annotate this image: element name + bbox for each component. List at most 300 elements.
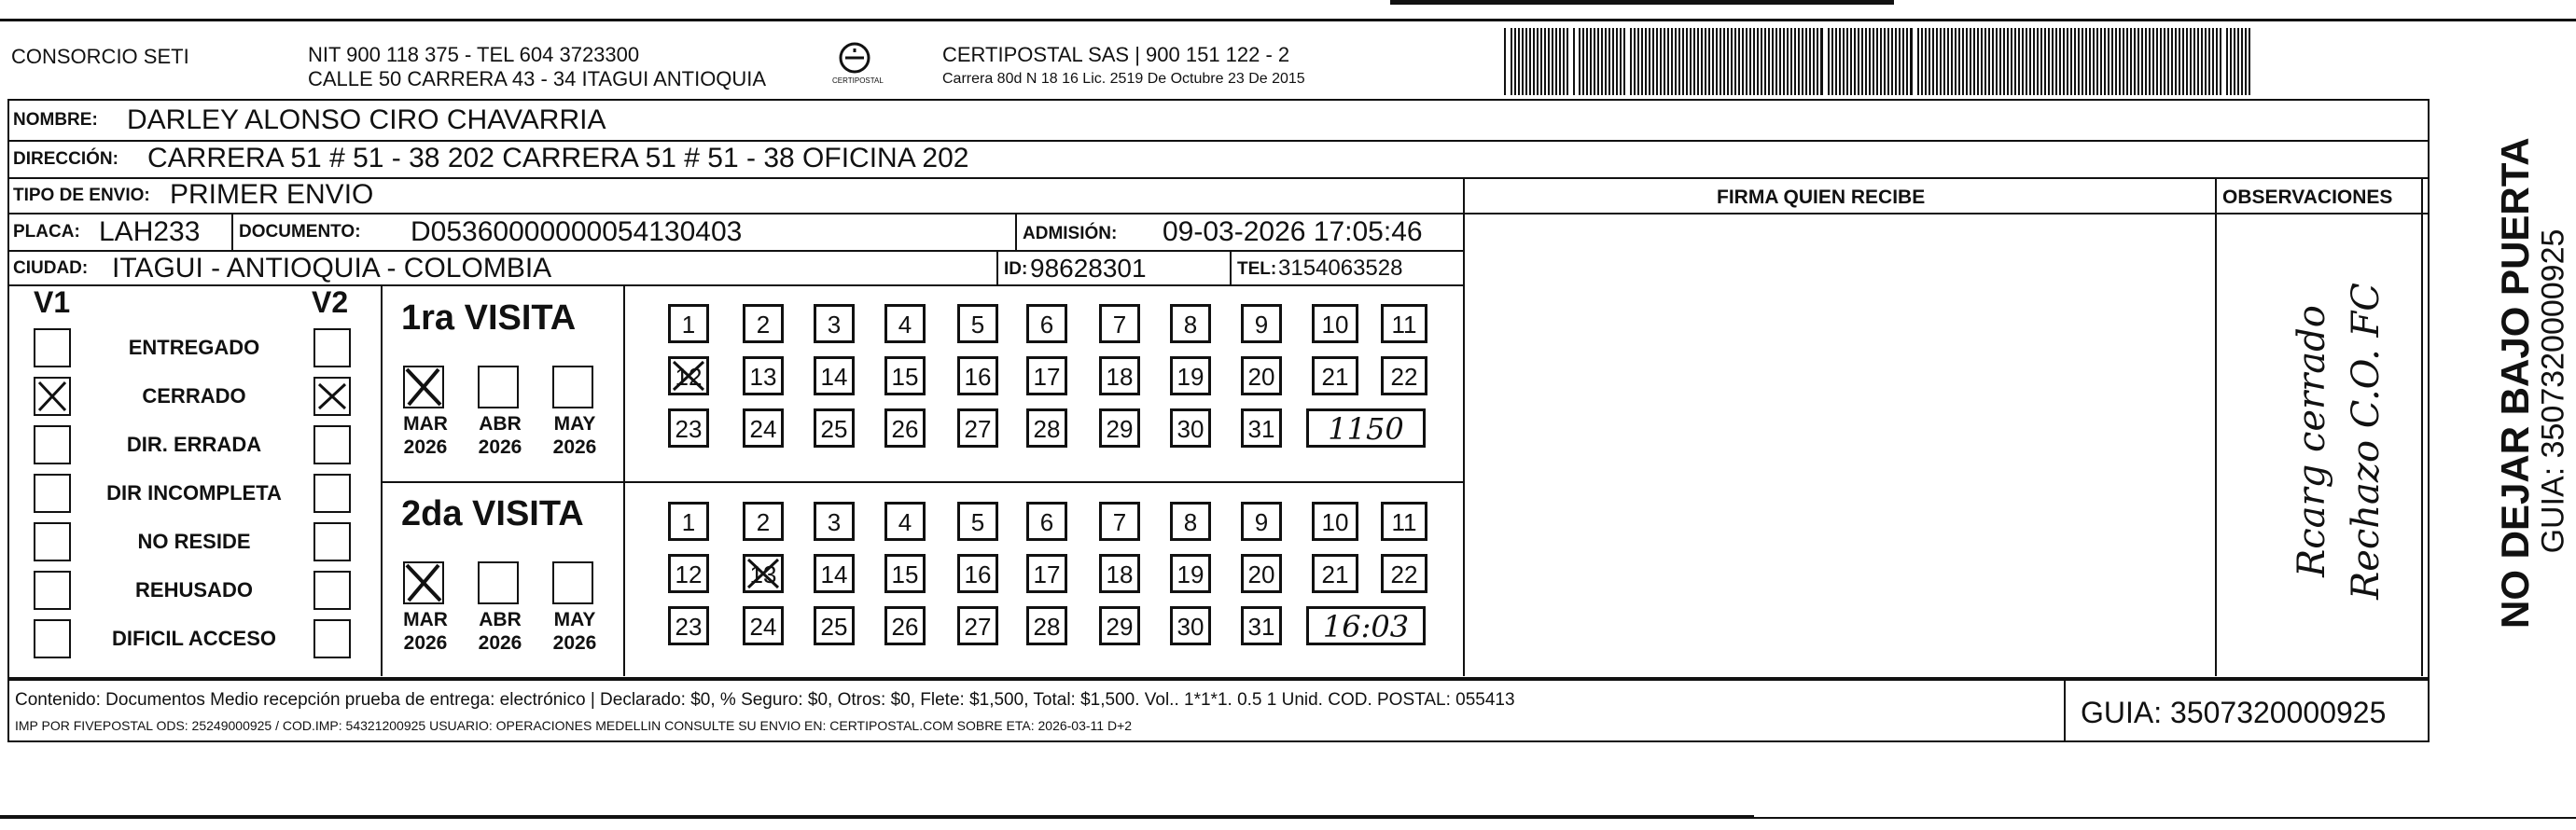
second-visit-day-box[interactable]: 8 (1170, 502, 1211, 541)
barcode-bar (2167, 28, 2169, 95)
barcode-bar (1966, 28, 1968, 95)
barcode-bar (1690, 28, 1692, 95)
barcode-bar (2059, 28, 2061, 95)
month-year: 2026 (552, 632, 597, 654)
barcode-bar (1742, 28, 1744, 95)
barcode-bar (1511, 28, 1512, 95)
barcode-bar (1902, 28, 1904, 95)
second-visit-day-box[interactable]: 21 (1312, 554, 1358, 593)
v2-checkbox[interactable] (313, 377, 351, 416)
barcode-bar (2197, 28, 2199, 95)
ciudad-label: CIUDAD: (13, 258, 89, 278)
barcode-bar (1652, 28, 1654, 95)
status-label: DIR INCOMPLETA (106, 481, 282, 505)
first-visit-day-box[interactable]: 20 (1241, 356, 1282, 395)
bottom-rule (0, 815, 1754, 819)
barcode-bar (2055, 28, 2057, 95)
visit-row-divider (381, 481, 1463, 483)
first-visit-day-box[interactable]: 5 (957, 304, 998, 343)
second-visit-day-box[interactable]: 2 (743, 502, 784, 541)
first-visit-title: 1ra VISITA (401, 298, 577, 338)
visit-divider (381, 284, 383, 676)
row-rule (7, 250, 1463, 252)
v2-checkbox[interactable] (313, 571, 351, 610)
barcode-bar (1787, 28, 1789, 95)
second-month-label (545, 608, 605, 655)
barcode-bar (2007, 28, 2009, 95)
barcode-bar (1943, 28, 1945, 95)
barcode-bar (1597, 28, 1599, 95)
second-visit-day-box[interactable]: 4 (884, 502, 926, 541)
barcode-bar (1794, 28, 1796, 95)
barcode-bar (2052, 28, 2054, 95)
first-visit-day-box[interactable]: 4 (884, 304, 926, 343)
barcode-bar (1981, 28, 1983, 95)
barcode-bar (2108, 28, 2110, 95)
barcode-bar (2141, 28, 2143, 95)
barcode-bar (1701, 28, 1703, 95)
placa-value: LAH233 (99, 216, 201, 247)
barcode-bar (1586, 28, 1588, 95)
tipo-value: PRIMER ENVIO (170, 179, 374, 210)
nit-line: NIT 900 118 375 - TEL 604 3723300 (308, 43, 640, 66)
license-line: Carrera 80d N 18 16 Lic. 2519 De Octubre 23 De 2015 (942, 71, 1305, 87)
barcode-bar (2149, 28, 2151, 95)
barcode-bar (1634, 28, 1636, 95)
barcode-bar (2100, 28, 2102, 95)
month-year: 2026 (403, 632, 448, 654)
status-label: CERRADO (142, 384, 246, 408)
barcode-bar (1955, 28, 1956, 95)
row-rule (7, 284, 1463, 286)
barcode-bar (1753, 28, 1755, 95)
second-month-checkbox[interactable] (478, 561, 519, 604)
day-cross-mark (668, 356, 709, 400)
barcode-bar (1910, 28, 1913, 95)
first-visit-day-box[interactable]: 9 (1241, 304, 1282, 343)
second-visit-day-box[interactable]: 14 (814, 554, 855, 593)
row-rule (7, 140, 2430, 142)
v1-checkbox[interactable] (34, 425, 71, 464)
second-visit-title: 2da VISITA (401, 494, 584, 533)
barcode-bar (2037, 28, 2039, 95)
second-visit-day-box[interactable]: 28 (1026, 606, 1067, 645)
barcode-bar (2048, 28, 2050, 95)
second-visit-day-box[interactable]: 29 (1099, 606, 1140, 645)
second-visit-day-box[interactable]: 13 (743, 554, 784, 593)
v2-checkbox[interactable] (313, 474, 351, 513)
barcode-bar (1854, 28, 1856, 95)
barcode-bar (1843, 28, 1845, 95)
documento-label: DOCUMENTO: (239, 222, 361, 242)
status-label: NO RESIDE (137, 530, 251, 553)
second-visit-day-box[interactable]: 11 (1381, 502, 1427, 541)
barcode-bar (2216, 28, 2218, 95)
v2-checkbox[interactable] (313, 619, 351, 658)
footer-divider (2064, 679, 2066, 742)
second-visit-day-box[interactable]: 27 (957, 606, 998, 645)
barcode-bar (1831, 28, 1833, 95)
side-warning: NO DEJAR BAJO PUERTA (2493, 137, 2537, 629)
barcode-bar (1641, 28, 1643, 95)
second-visit-day-box[interactable]: 25 (814, 606, 855, 645)
v2-checkbox[interactable] (313, 328, 351, 367)
month-year: 2026 (403, 436, 448, 458)
id-label: ID: (1004, 259, 1028, 279)
status-label: REHUSADO (135, 578, 253, 602)
second-visit-day-box[interactable]: 5 (957, 502, 998, 541)
v1-checkbox[interactable] (34, 571, 71, 610)
barcode-bar (2018, 28, 2020, 95)
barcode-bar (1899, 28, 1901, 95)
logo-text: CERTIPOSTAL (832, 76, 884, 85)
barcode-bar (1828, 28, 1830, 95)
month-year: 2026 (478, 632, 522, 654)
barcode-bar (1869, 28, 1871, 95)
second-visit-day-box[interactable]: 22 (1381, 554, 1427, 593)
v1-checkbox[interactable] (34, 328, 71, 367)
first-visit-day-box[interactable]: 26 (884, 408, 926, 448)
ciudad-value: ITAGUI - ANTIOQUIA - COLOMBIA (112, 253, 552, 284)
side-guia: GUIA: 3507320000925 (2535, 228, 2571, 554)
certipostal-line: CERTIPOSTAL SAS | 900 151 122 - 2 (942, 43, 1290, 66)
second-visit-day-box[interactable]: 15 (884, 554, 926, 593)
first-visit-day-box[interactable]: 6 (1026, 304, 1067, 343)
barcode-bar (1734, 28, 1736, 95)
month-name: ABR (479, 609, 522, 630)
month-name: MAR (403, 609, 448, 630)
visit-divider (623, 284, 625, 676)
first-visit-day-box[interactable]: 2 (743, 304, 784, 343)
barcode-bar (1664, 28, 1665, 95)
second-visit-day-box[interactable]: 19 (1170, 554, 1211, 593)
v1-checkbox[interactable] (34, 474, 71, 513)
barcode-bar (2022, 28, 2024, 95)
barcode-bar (1723, 28, 1725, 95)
barcode-bar (1563, 28, 1565, 95)
footer-contenido: Contenido: Documentos Medio recepción prueba de entrega: electrónico | Declarado: $0, % Seguro: $0, Otros: $0, Flete: $1,500, Total: $1,500. Vol.. 1*1*1. 0.5 1 Unid. COD. POSTAL: 055413 (15, 690, 1515, 710)
first-visit-day-box[interactable]: 24 (743, 408, 784, 448)
barcode-bar (1764, 28, 1766, 95)
company-name: CONSORCIO SETI (11, 45, 189, 68)
barcode-bar (1746, 28, 1748, 95)
second-visit-day-box[interactable]: 6 (1026, 502, 1067, 541)
v2-label: V2 (312, 285, 349, 319)
first-visit-time-box[interactable]: 1150 (1306, 408, 1426, 448)
tipo-label: TIPO DE ENVIO: (13, 186, 150, 205)
barcode-bar (2040, 28, 2042, 95)
footer-guia: GUIA: 3507320000925 (2081, 696, 2387, 729)
barcode-bar (2152, 28, 2154, 95)
v1-checkbox[interactable] (34, 619, 71, 658)
month-name: MAR (403, 413, 448, 435)
barcode-bar (2082, 28, 2083, 95)
first-visit-day-box[interactable]: 12 (668, 356, 709, 395)
status-label: DIR. ERRADA (126, 433, 262, 456)
first-month-checkbox[interactable] (403, 366, 444, 408)
obs-right-divider (2421, 177, 2423, 676)
nombre-value: DARLEY ALONSO CIRO CHAVARRIA (127, 104, 606, 135)
barcode-bar (1775, 28, 1777, 95)
barcode-bar (1783, 28, 1785, 95)
v2-checkbox[interactable] (313, 425, 351, 464)
barcode-bar (1895, 28, 1897, 95)
barcode-bar (2179, 28, 2180, 95)
barcode-bar (1686, 28, 1688, 95)
month-name: MAY (553, 609, 596, 630)
barcode-bar (1514, 28, 1516, 95)
first-visit-day-box[interactable]: 13 (743, 356, 784, 395)
first-visit-day-box[interactable]: 1 (668, 304, 709, 343)
first-visit-day-box[interactable]: 31 (1241, 408, 1282, 448)
first-visit-day-box[interactable]: 29 (1099, 408, 1140, 448)
barcode-bar (2070, 28, 2072, 95)
barcode-bar (1608, 28, 1610, 95)
first-visit-day-box[interactable]: 25 (814, 408, 855, 448)
first-month-checkbox[interactable] (552, 366, 593, 408)
first-visit-day-box[interactable]: 23 (668, 408, 709, 448)
first-visit-day-box[interactable]: 16 (957, 356, 998, 395)
second-visit-day-box[interactable]: 23 (668, 606, 709, 645)
day-cross-mark (743, 554, 784, 598)
v2-checkbox[interactable] (313, 522, 351, 561)
barcode-bar (2193, 28, 2195, 95)
barcode-bar (1623, 28, 1625, 95)
second-month-checkbox[interactable] (403, 561, 444, 604)
placa-label: PLACA: (13, 222, 80, 242)
first-visit-day-box[interactable]: 27 (957, 408, 998, 448)
barcode-bar (1616, 28, 1618, 95)
first-visit-day-box[interactable]: 3 (814, 304, 855, 343)
barcode-bar (1540, 28, 1542, 95)
barcode-bar (1790, 28, 1792, 95)
barcode-bar (1525, 28, 1527, 95)
first-visit-day-box[interactable]: 10 (1312, 304, 1358, 343)
barcode-bar (1555, 28, 1557, 95)
first-visit-day-box[interactable]: 18 (1099, 356, 1140, 395)
barcode-bar (2044, 28, 2046, 95)
barcode-bar (1579, 28, 1580, 95)
first-visit-day-box[interactable]: 14 (814, 356, 855, 395)
barcode-bar (1932, 28, 1934, 95)
barcode-bar (1802, 28, 1803, 95)
firma-label: FIRMA QUIEN RECIBE (1717, 187, 1926, 208)
second-visit-day-box[interactable]: 12 (668, 554, 709, 593)
barcode-bar (1884, 28, 1886, 95)
barcode-bar (1798, 28, 1800, 95)
barcode-bar (1865, 28, 1867, 95)
month-year: 2026 (552, 436, 597, 458)
first-visit-day-box[interactable]: 15 (884, 356, 926, 395)
barcode-bar (1805, 28, 1807, 95)
barcode-bar (1970, 28, 1971, 95)
second-visit-day-box[interactable]: 16 (957, 554, 998, 593)
barcode-bar (1522, 28, 1524, 95)
barcode-bar (2245, 28, 2247, 95)
barcode-bar (2119, 28, 2121, 95)
handwriting-line-2: Rechazo C.O. FC (2345, 283, 2388, 600)
barcode-bar (1559, 28, 1561, 95)
second-visit-day-box[interactable]: 31 (1241, 606, 1282, 645)
barcode-bar (1594, 28, 1595, 95)
barcode-bar (2182, 28, 2184, 95)
barcode-bar (1887, 28, 1889, 95)
barcode-bar (1667, 28, 1669, 95)
second-visit-day-box[interactable]: 1 (668, 502, 709, 541)
barcode-bar (2137, 28, 2139, 95)
barcode-bar (1839, 28, 1841, 95)
barcode-bar (2033, 28, 2035, 95)
barcode-bar (2205, 28, 2207, 95)
second-visit-time-box[interactable]: 16:03 (1306, 606, 1426, 645)
barcode-bar (1566, 28, 1568, 95)
barcode-bar (1731, 28, 1733, 95)
barcode-bar (2096, 28, 2098, 95)
month-year: 2026 (478, 436, 522, 458)
barcode-bar (1620, 28, 1622, 95)
barcode-bar (1537, 28, 1539, 95)
barcode-bar (2014, 28, 2016, 95)
barcode-bar (1858, 28, 1859, 95)
barcode-bar (2230, 28, 2232, 95)
barcode-bar (1590, 28, 1592, 95)
barcode-bar (1716, 28, 1718, 95)
barcode-bar (1940, 28, 1942, 95)
second-visit-day-box[interactable]: 9 (1241, 502, 1282, 541)
second-visit-day-box[interactable]: 10 (1312, 502, 1358, 541)
barcode-bar (2003, 28, 2005, 95)
barcode-bar (1809, 28, 1811, 95)
barcode-bar (2234, 28, 2235, 95)
barcode-bar (1958, 28, 1960, 95)
barcode-bar (1768, 28, 1770, 95)
barcode-bar (1861, 28, 1863, 95)
barcode-bar (1925, 28, 1927, 95)
barcode-bar (2175, 28, 2177, 95)
first-visit-day-box[interactable]: 28 (1026, 408, 1067, 448)
barcode-bar (1693, 28, 1695, 95)
barcode-bar (2208, 28, 2210, 95)
month-name: ABR (479, 413, 522, 435)
barcode-bar (1518, 28, 1520, 95)
direccion-label: DIRECCIÓN: (13, 149, 118, 169)
barcode-bar (1779, 28, 1781, 95)
month-name: MAY (553, 413, 596, 435)
first-month-label (470, 412, 530, 459)
barcode-bar (1705, 28, 1706, 95)
barcode-bar (1573, 28, 1575, 95)
barcode-bar (2111, 28, 2113, 95)
barcode-bar (1738, 28, 1740, 95)
observaciones-handwriting (2217, 214, 2420, 675)
first-visit-day-box[interactable]: 8 (1170, 304, 1211, 343)
barcode-bar (2123, 28, 2124, 95)
barcode-bar (2026, 28, 2027, 95)
barcode-bar (1533, 28, 1535, 95)
status-label: DIFICIL ACCESO (111, 627, 276, 650)
barcode-bar (1813, 28, 1815, 95)
barcode-bar (1817, 28, 1818, 95)
barcode-bar (2160, 28, 2162, 95)
first-visit-day-box[interactable]: 17 (1026, 356, 1067, 395)
barcode-bar (2067, 28, 2068, 95)
barcode-bar (1675, 28, 1677, 95)
second-visit-day-box[interactable]: 30 (1170, 606, 1211, 645)
barcode-bar (1835, 28, 1837, 95)
barcode-bar (1548, 28, 1550, 95)
second-visit-day-box[interactable]: 18 (1099, 554, 1140, 593)
barcode-bar (1984, 28, 1986, 95)
barcode-bar (1605, 28, 1607, 95)
first-visit-day-box[interactable]: 22 (1381, 356, 1427, 395)
barcode-bar (2029, 28, 2031, 95)
barcode-bar (2201, 28, 2203, 95)
barcode-bar (1850, 28, 1852, 95)
first-visit-day-box[interactable]: 7 (1099, 304, 1140, 343)
first-visit-day-box[interactable]: 19 (1170, 356, 1211, 395)
barcode-bar (1962, 28, 1964, 95)
barcode-bar (1671, 28, 1673, 95)
top-rule (0, 19, 2576, 21)
second-visit-day-box[interactable]: 7 (1099, 502, 1140, 541)
barcode-bar (1917, 28, 1919, 95)
second-visit-day-box[interactable]: 17 (1026, 554, 1067, 593)
barcode-bar (1552, 28, 1553, 95)
barcode-bar (2063, 28, 2065, 95)
first-visit-day-box[interactable]: 21 (1312, 356, 1358, 395)
barcode-bar (1988, 28, 1990, 95)
second-month-checkbox[interactable] (552, 561, 593, 604)
bottom-rule-right (1754, 817, 2576, 819)
barcode-bar (2237, 28, 2239, 95)
barcode-bar (2130, 28, 2132, 95)
v1-checkbox[interactable] (34, 522, 71, 561)
barcode-bar (1757, 28, 1759, 95)
barcode-bar (2085, 28, 2087, 95)
second-visit-day-box[interactable]: 24 (743, 606, 784, 645)
second-visit-day-box[interactable]: 26 (884, 606, 926, 645)
barcode-bar (1682, 28, 1684, 95)
barcode-bar (2089, 28, 2091, 95)
observaciones-label: OBSERVACIONES (2222, 187, 2393, 208)
barcode-bar (1973, 28, 1975, 95)
barcode-bar (2145, 28, 2147, 95)
first-month-checkbox[interactable] (478, 366, 519, 408)
v1-label: V1 (34, 285, 71, 319)
barcode-bar (1529, 28, 1531, 95)
second-visit-day-box[interactable]: 3 (814, 502, 855, 541)
second-month-label (396, 608, 455, 655)
first-month-label (396, 412, 455, 459)
barcode-bar (2220, 28, 2221, 95)
barcode-bar (1846, 28, 1848, 95)
barcode-bar (1936, 28, 1938, 95)
barcode-bar (2074, 28, 2076, 95)
first-visit-day-box[interactable]: 11 (1381, 304, 1427, 343)
barcode-bar (1921, 28, 1923, 95)
certipostal-logo (832, 39, 898, 93)
admision-value: 09-03-2026 17:05:46 (1163, 216, 1423, 247)
second-month-label (470, 608, 530, 655)
barcode-bar (2241, 28, 2243, 95)
barcode-bar (2190, 28, 2192, 95)
barcode-bar (1977, 28, 1979, 95)
first-visit-day-box[interactable]: 30 (1170, 408, 1211, 448)
second-visit-day-box[interactable]: 20 (1241, 554, 1282, 593)
v1-checkbox[interactable] (34, 377, 71, 416)
barcode-bar (2104, 28, 2106, 95)
id-value: 98628301 (1030, 254, 1147, 283)
